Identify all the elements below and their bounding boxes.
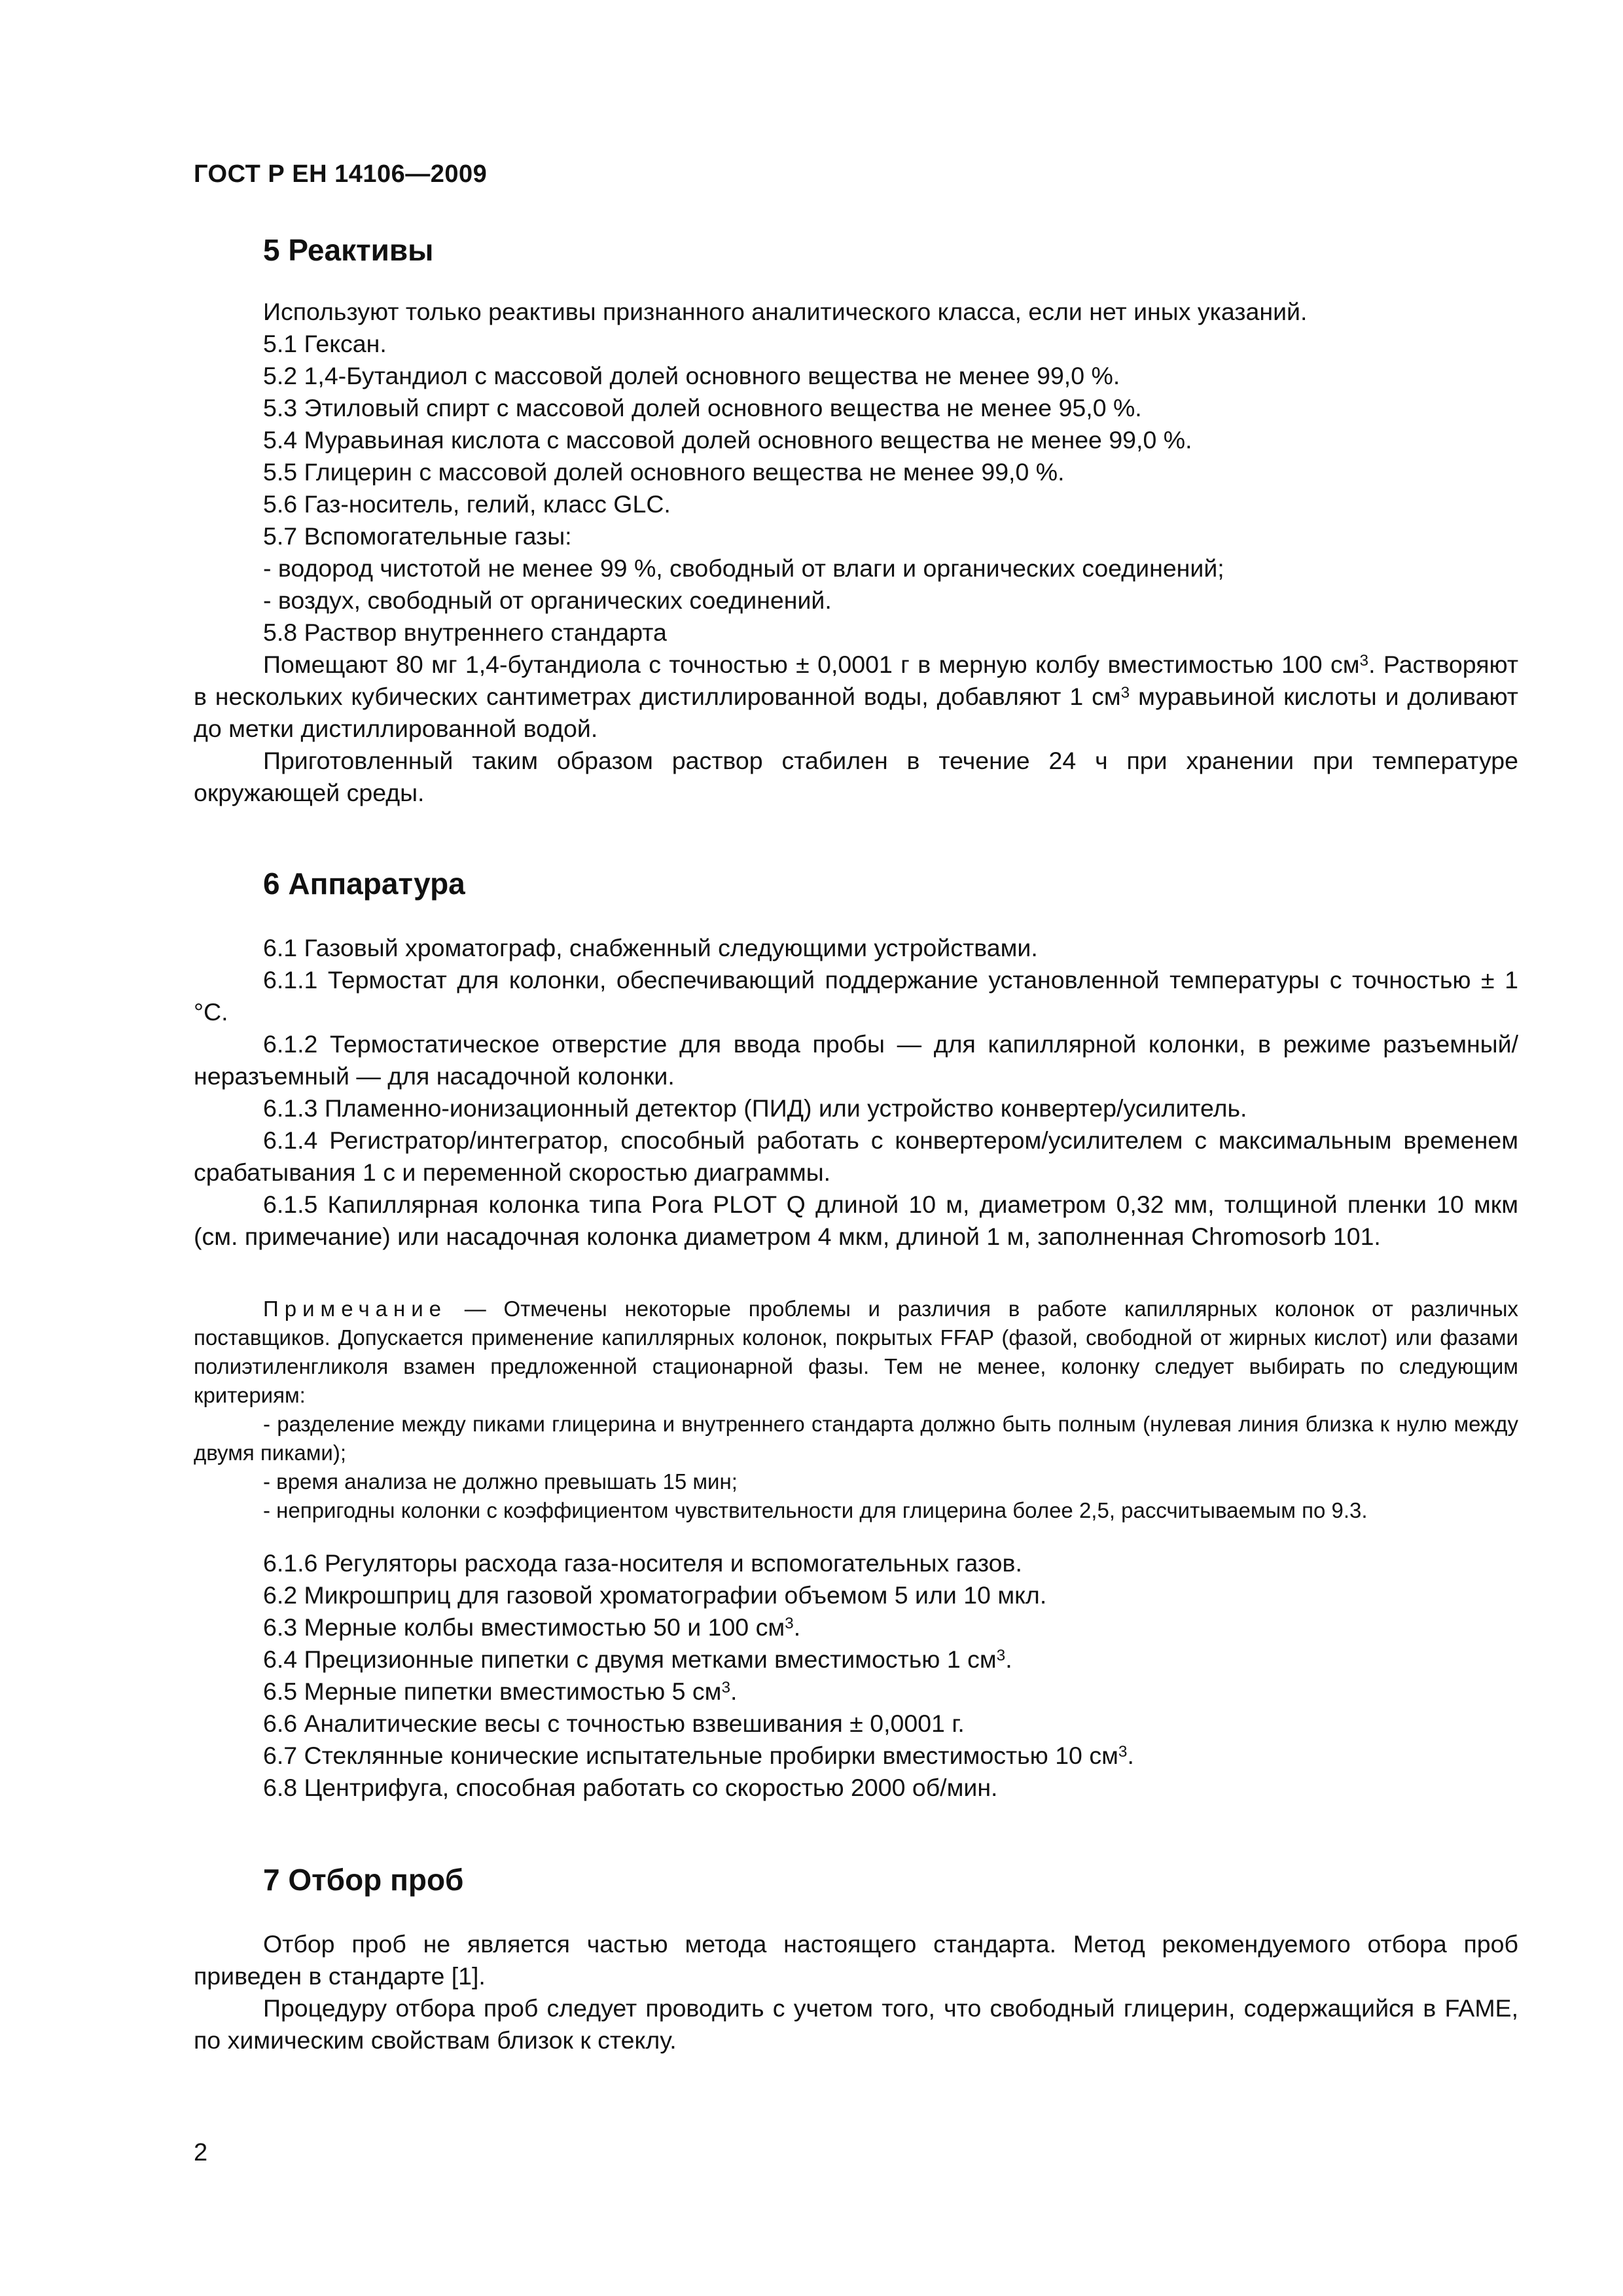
section-6-body (194, 932, 1518, 1253)
item-5-1: 5.1 Гексан. (263, 330, 387, 357)
section-5-intro: Используют только реактивы признанного аналитического класса, если нет иных указаний. (263, 298, 1308, 325)
item-6-1-1: 6.1.1 Термостат для колонки, обеспечивающий поддержание установленной температуры с точностью ± 1 °С. (194, 966, 1518, 1026)
note-label: Примечание (263, 1297, 448, 1321)
section-7 (194, 1860, 1518, 1899)
item-5-8: 5.8 Раствор внутреннего стандарта (263, 619, 667, 646)
section-6 (194, 864, 1518, 903)
document-designation: ГОСТ Р ЕН 14106—2009 (194, 160, 488, 188)
section-5-body (194, 296, 1518, 809)
item-6-1-5: 6.1.5 Капиллярная колонка типа Pora PLOT Q длиной 10 м, диаметром 0,32 мм, толщиной пленки 10 мкм (см. примечание) или насадочная колонка диаметром 4 мкм, длиной 1 м, заполненная Chromosorb 101. (194, 1191, 1518, 1250)
note-criterion-separation: - разделение между пиками глицерина и внутреннего стандарта должно быть полным (нулевая линия близка к нулю между двумя пиками); (194, 1412, 1518, 1465)
section-6-list (194, 1547, 1518, 1804)
item-6-2: 6.2 Микрошприц для газовой хроматографии объемом 5 или 10 мкл. (263, 1581, 1047, 1609)
item-5-4: 5.4 Муравьиная кислота с массовой долей основного вещества не менее 99,0 %. (263, 426, 1192, 454)
item-6-3: 6.3 Мерные колбы вместимостью 50 и 100 $см^3$. (263, 1613, 801, 1641)
note-paragraph: Примечание — Отмечены некоторые проблемы и различия в работе капиллярных колонок от различных поставщиков. Допускается применение капиллярных колонок, покрытых FFAP (фазой, свободной от жирных кислот) или фазами полиэтиленгликоля взамен предложенной стационарной фазы. Тем не менее, колонку следует выбирать по следующим критериям: (194, 1297, 1518, 1407)
note-block (194, 1295, 1518, 1525)
item-6-1-3: 6.1.3 Пламенно-ионизационный детектор (ПИД) или устройство конвертер/усилитель. (263, 1094, 1247, 1122)
item-6-1-2: 6.1.2 Термостатическое отверстие для ввода пробы — для капиллярной колонки, в режиме разъемный/неразъемный — для насадочной колонки. (194, 1030, 1518, 1090)
item-5-5: 5.5 Глицерин с массовой долей основного вещества не менее 99,0 %. (263, 458, 1065, 486)
item-6-1: 6.1 Газовый хроматограф, снабженный следующими устройствами. (263, 934, 1038, 961)
note-criterion-time: - время анализа не должно превышать 15 мин; (263, 1469, 738, 1494)
section-6-title: 6 Аппаратура (263, 867, 465, 901)
section-5 (194, 230, 1518, 270)
item-6-6: 6.6 Аналитические весы с точностью взвешивания ± 0,0001 г. (263, 1710, 965, 1737)
item-6-7: 6.7 Стеклянные конические испытательные пробирки вместимостью 10 $см^3$. (263, 1742, 1134, 1769)
section-7-title: 7 Отбор проб (263, 1863, 464, 1897)
item-5-2: 5.2 1,4-Бутандиол с массовой долей основного вещества не менее 99,0 %. (263, 362, 1120, 389)
item-5-7-hydrogen: - водород чистотой не менее 99 %, свободный от влаги и органических соединений; (263, 554, 1224, 582)
item-6-1-6: 6.1.6 Регуляторы расхода газа-носителя и вспомогательных газов. (263, 1549, 1022, 1577)
item-5-6: 5.6 Газ-носитель, гелий, класс GLC. (263, 490, 671, 518)
section-7-paragraph-1: Отбор проб не является частью метода настоящего стандарта. Метод рекомендуемого отбора проб приведен в стандарте [1]. (194, 1930, 1518, 1990)
page-number: 2 (194, 2139, 208, 2166)
item-5-8-procedure: Помещают 80 мг 1,4-бутандиола с точностью ± 0,0001 г в мерную колбу вместимостью 100 $см^3$. Растворяют в нескольких кубических сантиметрах дистиллированной воды, добавляют 1 $см^3$ муравьиной кислоты и доливают до метки дистиллированной водой. (194, 651, 1518, 742)
item-5-7-air: - воздух, свободный от органических соединений. (263, 586, 832, 614)
item-6-8: 6.8 Центрифуга, способная работать со скоростью 2000 об/мин. (263, 1774, 998, 1801)
section-7-paragraph-2: Процедуру отбора проб следует проводить с учетом того, что свободный глицерин, содержащийся в FAME, по химическим свойствам близок к стеклу. (194, 1994, 1518, 2054)
section-7-body (194, 1928, 1518, 2056)
item-5-7: 5.7 Вспомогательные газы: (263, 522, 572, 550)
item-6-5: 6.5 Мерные пипетки вместимостью 5 $см^3$. (263, 1677, 738, 1705)
note-criterion-sensitivity: - непригодны колонки с коэффициентом чувствительности для глицерина более 2,5, рассчитываемым по 9.3. (263, 1498, 1368, 1522)
item-5-8-stability: Приготовленный таким образом раствор стабилен в течение 24 ч при хранении при температуре окружающей среды. (194, 747, 1518, 806)
item-5-3: 5.3 Этиловый спирт с массовой долей основного вещества не менее 95,0 %. (263, 394, 1142, 422)
section-5-title: 5 Реактивы (263, 233, 434, 267)
item-6-4: 6.4 Прецизионные пипетки с двумя метками вместимостью 1 $см^3$. (263, 1645, 1012, 1673)
item-6-1-4: 6.1.4 Регистратор/интегратор, способный работать с конвертером/усилителем с максимальным временем срабатывания 1 с и переменной скоростью диаграммы. (194, 1126, 1518, 1186)
